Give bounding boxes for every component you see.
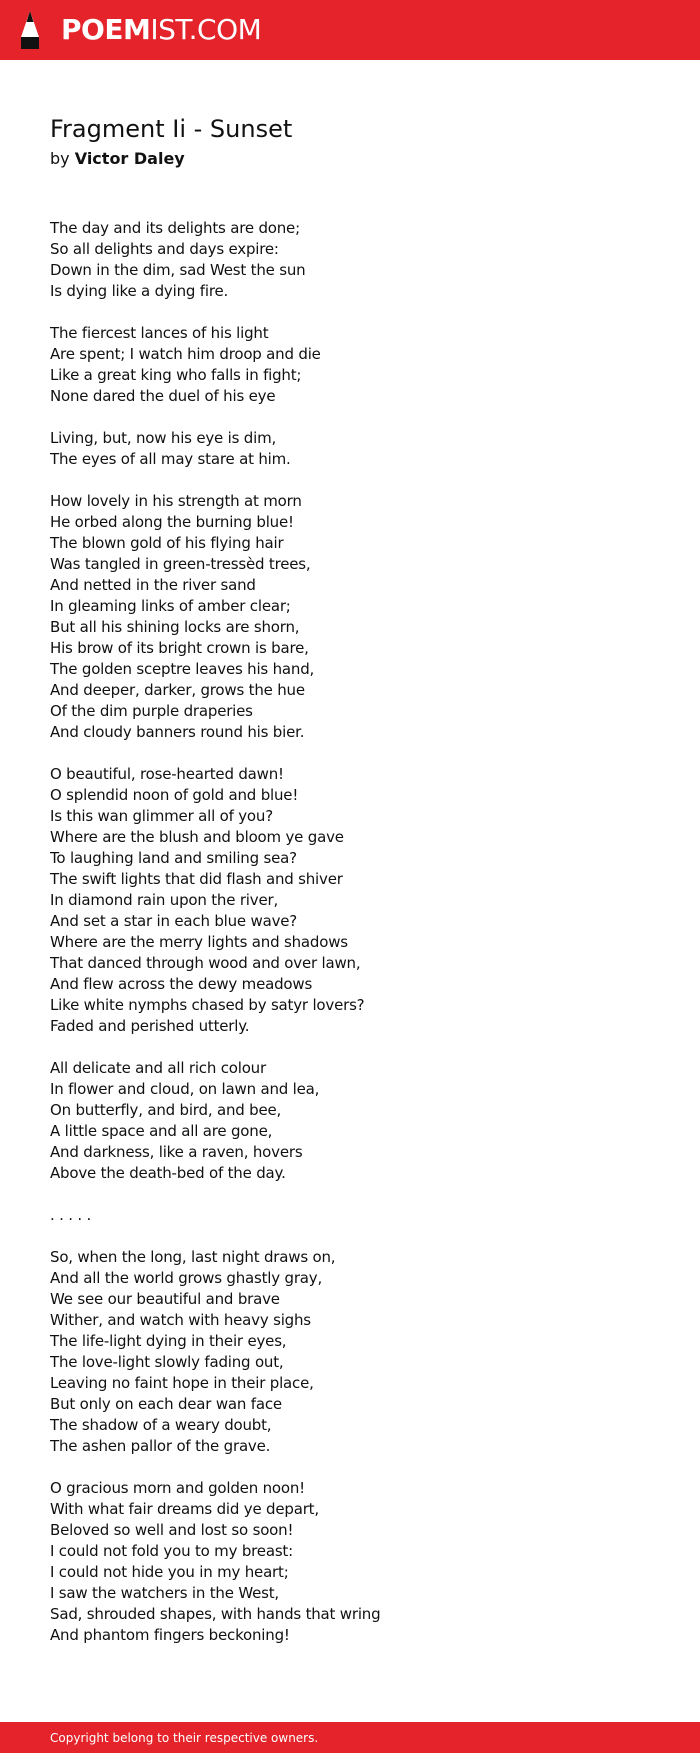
poem-line: The fiercest lances of his light: [50, 324, 269, 342]
poem-line: Where are the merry lights and shadows: [50, 933, 348, 951]
poem-line: Living, but, now his eye is dim,: [50, 429, 277, 447]
poem-line: O gracious morn and golden noon!: [50, 1479, 305, 1497]
poem-line: Like white nymphs chased by satyr lovers?: [50, 996, 365, 1014]
stanza: [50, 1205, 670, 1226]
poem-line: And set a star in each blue wave?: [50, 912, 298, 930]
stanza: [50, 323, 670, 407]
poem-line: The ashen pallor of the grave.: [50, 1437, 271, 1455]
poem-line: On butterfly, and bird, and bee,: [50, 1101, 282, 1119]
poem-line: The eyes of all may stare at him.: [50, 450, 291, 468]
poem-line: I saw the watchers in the West,: [50, 1584, 279, 1602]
site-footer: [0, 1722, 700, 1753]
poem-line: Is dying like a dying fire.: [50, 282, 229, 300]
poem-line: His brow of its bright crown is bare,: [50, 639, 309, 657]
stanza: [50, 1247, 670, 1457]
site-logo[interactable]: [61, 12, 261, 48]
poem-line: And deeper, darker, grows the hue: [50, 681, 305, 699]
poem-line: The golden sceptre leaves his hand,: [50, 660, 315, 678]
poem-line: And cloudy banners round his bier.: [50, 723, 305, 741]
logo-bold-text: POEM: [61, 13, 151, 46]
poem-line: Where are the blush and bloom ye gave: [50, 828, 344, 846]
poem-line: In diamond rain upon the river,: [50, 891, 279, 909]
by-label: by: [50, 149, 70, 168]
author-name[interactable]: Victor Daley: [74, 149, 185, 168]
poem-line: Above the death-bed of the day.: [50, 1164, 286, 1182]
poem-line: But all his shining locks are shorn,: [50, 618, 300, 636]
poem-line: I could not fold you to my breast:: [50, 1542, 293, 1560]
poem-line: Leaving no faint hope in their place,: [50, 1374, 314, 1392]
poem-body: [50, 218, 670, 1667]
poem-line: Of the dim purple draperies: [50, 702, 253, 720]
pencil-tip-icon[interactable]: [18, 10, 42, 50]
poem-line: The blown gold of his flying hair: [50, 534, 284, 552]
poem-line: But only on each dear wan face: [50, 1395, 282, 1413]
logo-light-text: IST.COM: [150, 13, 262, 46]
stanza: [50, 428, 670, 470]
stanza: [50, 1478, 670, 1646]
poem-line: So, when the long, last night draws on,: [50, 1248, 336, 1266]
poem-line: We see our beautiful and brave: [50, 1290, 280, 1308]
poem-line: Wither, and watch with heavy sighs: [50, 1311, 311, 1329]
poem-line: None dared the duel of his eye: [50, 387, 276, 405]
poem-line: The day and its delights are done;: [50, 219, 300, 237]
poem-line: Faded and perished utterly.: [50, 1017, 250, 1035]
poem-line: I could not hide you in my heart;: [50, 1563, 289, 1581]
poem-line: And netted in the river sand: [50, 576, 256, 594]
stanza: [50, 491, 670, 743]
poem-line: And darkness, like a raven, hovers: [50, 1143, 303, 1161]
poem-line: How lovely in his strength at morn: [50, 492, 302, 510]
poem-line: So all delights and days expire:: [50, 240, 279, 258]
stanza: [50, 1058, 670, 1184]
poem-line: That danced through wood and over lawn,: [50, 954, 361, 972]
poem-line: A little space and all are gone,: [50, 1122, 273, 1140]
poem-line: The love-light slowly fading out,: [50, 1353, 284, 1371]
poem-line: With what fair dreams did ye depart,: [50, 1500, 319, 1518]
byline: [50, 148, 185, 170]
poem-line: O beautiful, rose-hearted dawn!: [50, 765, 284, 783]
poem-line: Down in the dim, sad West the sun: [50, 261, 306, 279]
poem-line: Are spent; I watch him droop and die: [50, 345, 321, 363]
site-header: [0, 0, 700, 60]
poem-line: Is this wan glimmer all of you?: [50, 807, 273, 825]
poem-line: He orbed along the burning blue!: [50, 513, 294, 531]
poem-line: O splendid noon of gold and blue!: [50, 786, 299, 804]
poem-title: Fragment Ii - Sunset: [50, 115, 293, 143]
poem-line: The life-light dying in their eyes,: [50, 1332, 287, 1350]
poem-line: The shadow of a weary doubt,: [50, 1416, 272, 1434]
poem-line: The swift lights that did flash and shiver: [50, 870, 343, 888]
poem-line: All delicate and all rich colour: [50, 1059, 266, 1077]
stanza: [50, 218, 670, 302]
poem-line: In gleaming links of amber clear;: [50, 597, 291, 615]
copyright-notice: Copyright belong to their respective owners.: [50, 1731, 319, 1745]
poem-line: In flower and cloud, on lawn and lea,: [50, 1080, 320, 1098]
poem-line: And all the world grows ghastly gray,: [50, 1269, 323, 1287]
poem-line: Like a great king who falls in fight;: [50, 366, 302, 384]
poem-line: To laughing land and smiling sea?: [50, 849, 297, 867]
poem-line: . . . . .: [50, 1206, 92, 1224]
stanza: [50, 764, 670, 1037]
poem-line: Was tangled in green-tressèd trees,: [50, 555, 311, 573]
poem-line: And phantom fingers beckoning!: [50, 1626, 290, 1644]
poem-line: Sad, shrouded shapes, with hands that wring: [50, 1605, 381, 1623]
poem-line: Beloved so well and lost so soon!: [50, 1521, 294, 1539]
poem-line: And flew across the dewy meadows: [50, 975, 313, 993]
